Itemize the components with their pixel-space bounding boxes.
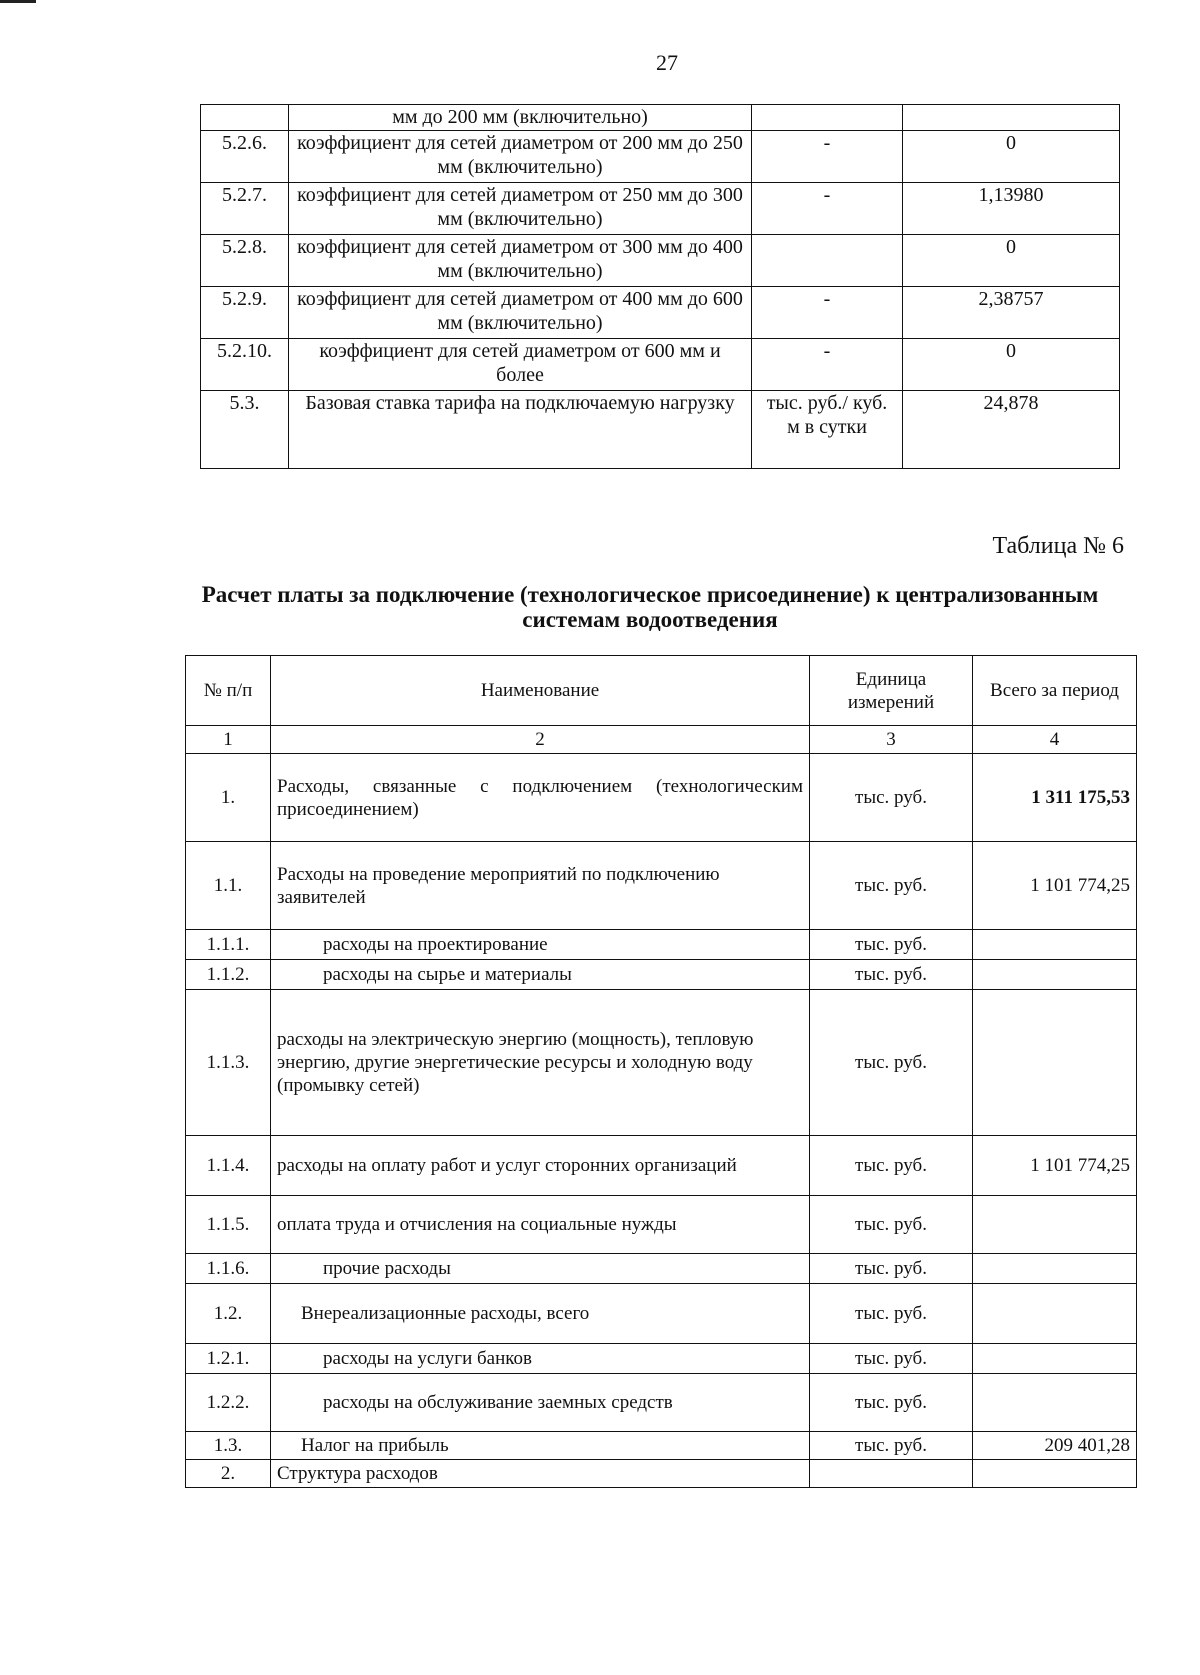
row-number: [201, 105, 289, 131]
row-number: 1.1.6.: [186, 1254, 271, 1284]
row-value: 24,878: [903, 391, 1120, 469]
row-value: [973, 1344, 1137, 1374]
table-title: Расчет платы за подключение (технологическое присоединение) к централизованным системам водоотведения: [201, 582, 1099, 632]
row-unit: [810, 1460, 973, 1488]
row-value: [903, 105, 1120, 131]
table-row: [186, 1374, 1137, 1432]
tariff-coefficients-table: [200, 104, 1120, 469]
row-value: 1 311 175,53: [973, 754, 1137, 842]
row-unit: тыс. руб.: [810, 1374, 973, 1432]
row-unit: тыс. руб./ куб. м в сутки: [752, 391, 903, 469]
row-value: [973, 1374, 1137, 1432]
row-name: коэффициент для сетей диаметром от 300 мм до 400 мм (включительно): [289, 235, 752, 287]
row-number: 1.2.2.: [186, 1374, 271, 1432]
row-unit: тыс. руб.: [810, 1254, 973, 1284]
row-name: расходы на сырье и материалы: [271, 960, 810, 990]
table-row: [186, 1254, 1137, 1284]
row-value: [973, 990, 1137, 1136]
row-name: расходы на услуги банков: [271, 1344, 810, 1374]
row-number: 5.2.7.: [201, 183, 289, 235]
row-value: [973, 960, 1137, 990]
row-unit: тыс. руб.: [810, 1284, 973, 1344]
row-unit: тыс. руб.: [810, 930, 973, 960]
row-value: [973, 1196, 1137, 1254]
row-unit: тыс. руб.: [810, 1136, 973, 1196]
row-unit: [752, 235, 903, 287]
row-number: 5.2.9.: [201, 287, 289, 339]
row-unit: тыс. руб.: [810, 1196, 973, 1254]
table-row: [186, 1432, 1137, 1460]
table-row: [186, 960, 1137, 990]
row-value: 0: [903, 339, 1120, 391]
header-number-row: [186, 726, 1137, 754]
row-name: расходы на электрическую энергию (мощность), тепловую энергию, другие энергетические ресурсы и холодную воду (промывку сетей): [271, 990, 810, 1136]
column-number: 3: [810, 726, 973, 754]
row-name: Структура расходов: [271, 1460, 810, 1488]
row-unit: -: [752, 183, 903, 235]
table-row: [201, 235, 1120, 287]
table-row: [201, 391, 1120, 469]
table-row: [201, 183, 1120, 235]
row-name: расходы на оплату работ и услуг сторонних организаций: [271, 1136, 810, 1196]
row-name: Расходы на проведение мероприятий по подключению заявителей: [271, 842, 810, 930]
row-number: 1.1.4.: [186, 1136, 271, 1196]
table-row: [186, 1344, 1137, 1374]
row-number: 1.1.1.: [186, 930, 271, 960]
row-name: коэффициент для сетей диаметром от 200 мм до 250 мм (включительно): [289, 131, 752, 183]
row-name: Базовая ставка тарифа на подключаемую нагрузку: [289, 391, 752, 469]
table-row: [186, 1136, 1137, 1196]
row-name: Налог на прибыль: [271, 1432, 810, 1460]
row-name: расходы на обслуживание заемных средств: [271, 1374, 810, 1432]
row-value: 0: [903, 235, 1120, 287]
row-number: 5.3.: [201, 391, 289, 469]
row-number: 1.1.: [186, 842, 271, 930]
row-name: коэффициент для сетей диаметром от 250 мм до 300 мм (включительно): [289, 183, 752, 235]
connection-fee-table: [185, 655, 1137, 1488]
table-row: [186, 930, 1137, 960]
table-row: [186, 1196, 1137, 1254]
row-value: 0: [903, 131, 1120, 183]
header-name: Наименование: [271, 656, 810, 726]
row-value: [973, 1460, 1137, 1488]
column-number: 4: [973, 726, 1137, 754]
table-row: [186, 990, 1137, 1136]
row-unit: тыс. руб.: [810, 990, 973, 1136]
row-name: расходы на проектирование: [271, 930, 810, 960]
row-unit: тыс. руб.: [810, 960, 973, 990]
scan-corner-mark: [0, 0, 36, 3]
row-number: 1.1.3.: [186, 990, 271, 1136]
row-name: Внереализационные расходы, всего: [271, 1284, 810, 1344]
row-number: 1.2.1.: [186, 1344, 271, 1374]
table-row: [201, 131, 1120, 183]
row-number: 1.: [186, 754, 271, 842]
table-row: [186, 754, 1137, 842]
row-unit: -: [752, 339, 903, 391]
row-name: коэффициент для сетей диаметром от 400 мм до 600 мм (включительно): [289, 287, 752, 339]
row-name: мм до 200 мм (включительно): [289, 105, 752, 131]
row-unit: тыс. руб.: [810, 1432, 973, 1460]
row-number: 1.1.5.: [186, 1196, 271, 1254]
row-value: 209 401,28: [973, 1432, 1137, 1460]
row-unit: -: [752, 287, 903, 339]
table-row: [201, 287, 1120, 339]
row-number: 1.2.: [186, 1284, 271, 1344]
row-value: [973, 1254, 1137, 1284]
table-row: [186, 842, 1137, 930]
table-row: [201, 105, 1120, 131]
row-number: 5.2.8.: [201, 235, 289, 287]
row-number: 2.: [186, 1460, 271, 1488]
page-number: 27: [656, 50, 678, 75]
header-unit: Единица измерений: [810, 656, 973, 726]
header-total: Всего за период: [973, 656, 1137, 726]
row-name: Расходы, связанные с подключением (технологическим присоединением): [271, 754, 810, 842]
header-row: [186, 656, 1137, 726]
row-number: 5.2.10.: [201, 339, 289, 391]
row-unit: [752, 105, 903, 131]
row-value: 1 101 774,25: [973, 842, 1137, 930]
row-unit: тыс. руб.: [810, 842, 973, 930]
row-name: прочие расходы: [271, 1254, 810, 1284]
row-unit: тыс. руб.: [810, 1344, 973, 1374]
row-value: 1,13980: [903, 183, 1120, 235]
row-value: [973, 1284, 1137, 1344]
row-name: оплата труда и отчисления на социальные нужды: [271, 1196, 810, 1254]
row-number: 1.3.: [186, 1432, 271, 1460]
table-row: [201, 339, 1120, 391]
row-unit: -: [752, 131, 903, 183]
table-row: [186, 1284, 1137, 1344]
row-name: коэффициент для сетей диаметром от 600 мм и более: [289, 339, 752, 391]
row-unit: тыс. руб.: [810, 754, 973, 842]
table-label: Таблица № 6: [992, 533, 1124, 559]
row-number: 5.2.6.: [201, 131, 289, 183]
row-value: 2,38757: [903, 287, 1120, 339]
row-value: [973, 930, 1137, 960]
column-number: 2: [271, 726, 810, 754]
row-number: 1.1.2.: [186, 960, 271, 990]
table-row: [186, 1460, 1137, 1488]
column-number: 1: [186, 726, 271, 754]
row-value: 1 101 774,25: [973, 1136, 1137, 1196]
header-number: № п/п: [186, 656, 271, 726]
